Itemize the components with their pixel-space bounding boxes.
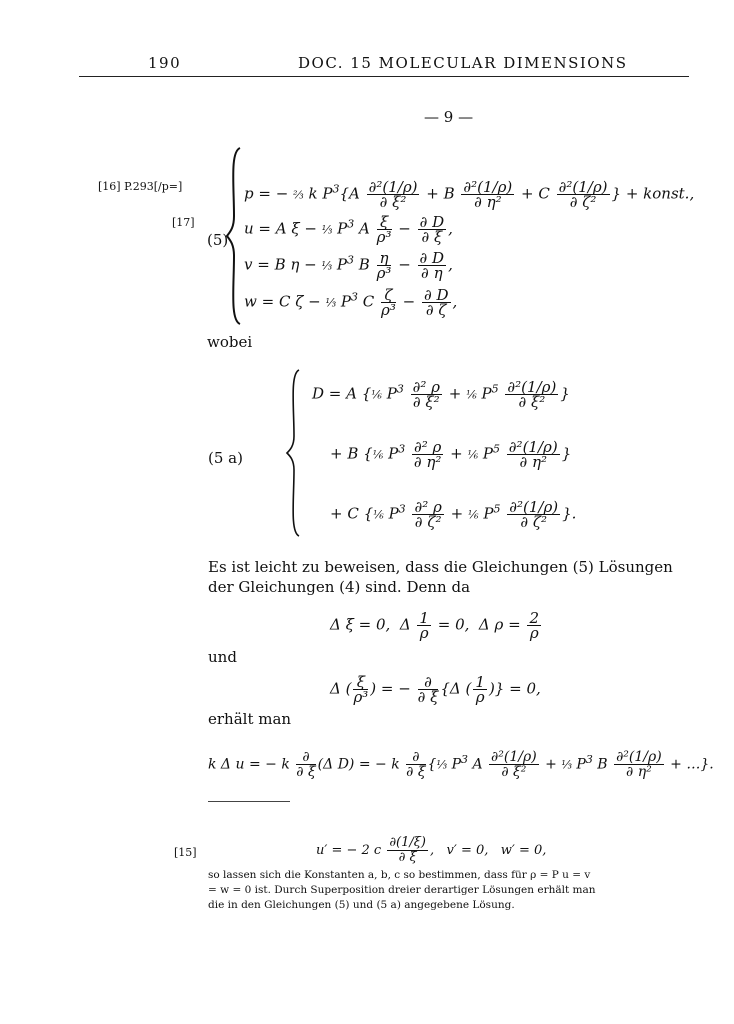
phrase-erhaelt-man: erhält man [208,710,292,728]
running-title: DOC. 15 MOLECULAR DIMENSIONS [298,54,628,72]
equation-number-5a: (5 a) [208,449,243,467]
footnote-text-line-2: = w = 0 ist. Durch Superposition dreier derartiger Lösungen erhält man [208,884,596,896]
equation-5a-line-1: D = A {⅙ $P^3$ $\frac{\text{∂² ρ}}{\text{∂ ξ²}}$ + ⅙ $P^5$ $\frac{\text{∂²(1/ρ)}}{\text{∂ ξ²}}$ } [312,378,570,411]
equation-laplace-2: Δ ( $\frac{\xi}{\text{ρ³}}$ ) = − $\frac{\partial}{\partial \xi}$ {Δ ( $\frac{1}{\rho}$ )} = 0, [330,673,541,706]
word-wobei: wobei [207,333,253,351]
left-brace-system-5 [226,146,246,326]
word-und: und [208,648,237,666]
equation-final: k Δ u = − k $\frac{\partial}{\partial \xi}$ (Δ D) = − k $\frac{\partial}{\partial \xi}$ {⅓ $P^3$ A $\frac{\text{∂²(1/ρ)}}{\text{∂ ξ²}}$ + ⅓ $P^3$ B $\frac{\text{∂²(1/ρ)}}{\text{∂ η²}}$ + …}. [208,749,714,780]
equation-laplace: Δ ξ = 0, Δ $\frac{1}{\rho}$ = 0, Δ ρ = $\frac{2}{\rho}$ [330,609,539,642]
margin-note-15: [15] [174,846,197,859]
header-rule [79,76,689,77]
equation-p-line: p = − ⅔ k $P^3\{A$ $\frac{\text{∂²(1/ρ)}}{\text{∂ ξ²}}$ + B $\frac{\text{∂²(1/ρ)}}{\text{∂ η²}}$ + C $\frac{\text{∂²(1/ρ)}}{\text{∂ ζ²}}$ } + konst., [244,178,695,211]
paragraph-line-1: Es ist leicht zu beweisen, dass die Gleichungen (5) Lösungen [208,558,673,576]
equation-number-5: (5) [207,231,229,249]
equation-u-line: u = A ξ − ⅓ $P^3$ A $\frac{\xi}{\text{ρ³}}$ − $\frac{\partial D}{\partial \xi}$ , [244,213,453,246]
page-number: 190 [148,54,182,72]
equation-5a-line-2: + B {⅙ $P^3$ $\frac{\text{∂² ρ}}{\text{∂ η²}}$ + ⅙ $P^5$ $\frac{\text{∂²(1/ρ)}}{\text{∂ η²}}$ } [330,438,572,471]
footnote-separator [208,801,290,802]
margin-note-16: [16] P.293[/p=] [98,180,183,193]
margin-note-17: [17] [172,216,195,229]
paragraph-line-2: der Gleichungen (4) sind. Denn da [208,578,471,596]
footnote-equation: u′ = − 2 c $\frac{\partial(1/\xi)}{\partial \xi}$ , v′ = 0, w′ = 0, [316,835,547,865]
equation-v-line: v = B η − ⅓ $P^3$ B $\frac{\eta}{\text{ρ³}}$ − $\frac{\partial D}{\partial \eta}$ , [244,249,453,282]
manuscript-page-number: — 9 — [424,108,474,126]
left-brace-system-5a [285,368,305,538]
footnote-text [208,868,688,913]
equation-w-line: w = C ζ − ⅓ $P^3$ C $\frac{\zeta}{\text{ρ³}}$ − $\frac{\partial D}{\partial \zeta}$ , [244,286,458,319]
footnote-text-line-3: die in den Gleichungen (5) und (5 a) angegebene Lösung. [208,899,515,911]
equation-5a-line-3: + C {⅙ $P^3$ $\frac{\text{∂² ρ}}{\text{∂ ζ²}}$ + ⅙ $P^5$ $\frac{\text{∂²(1/ρ)}}{\text{∂ ζ²}}$ }. [330,498,577,531]
footnote-text-line-1: so lassen sich die Konstanten a, b, c so bestimmen, dass für ρ = P u = v [208,869,591,881]
